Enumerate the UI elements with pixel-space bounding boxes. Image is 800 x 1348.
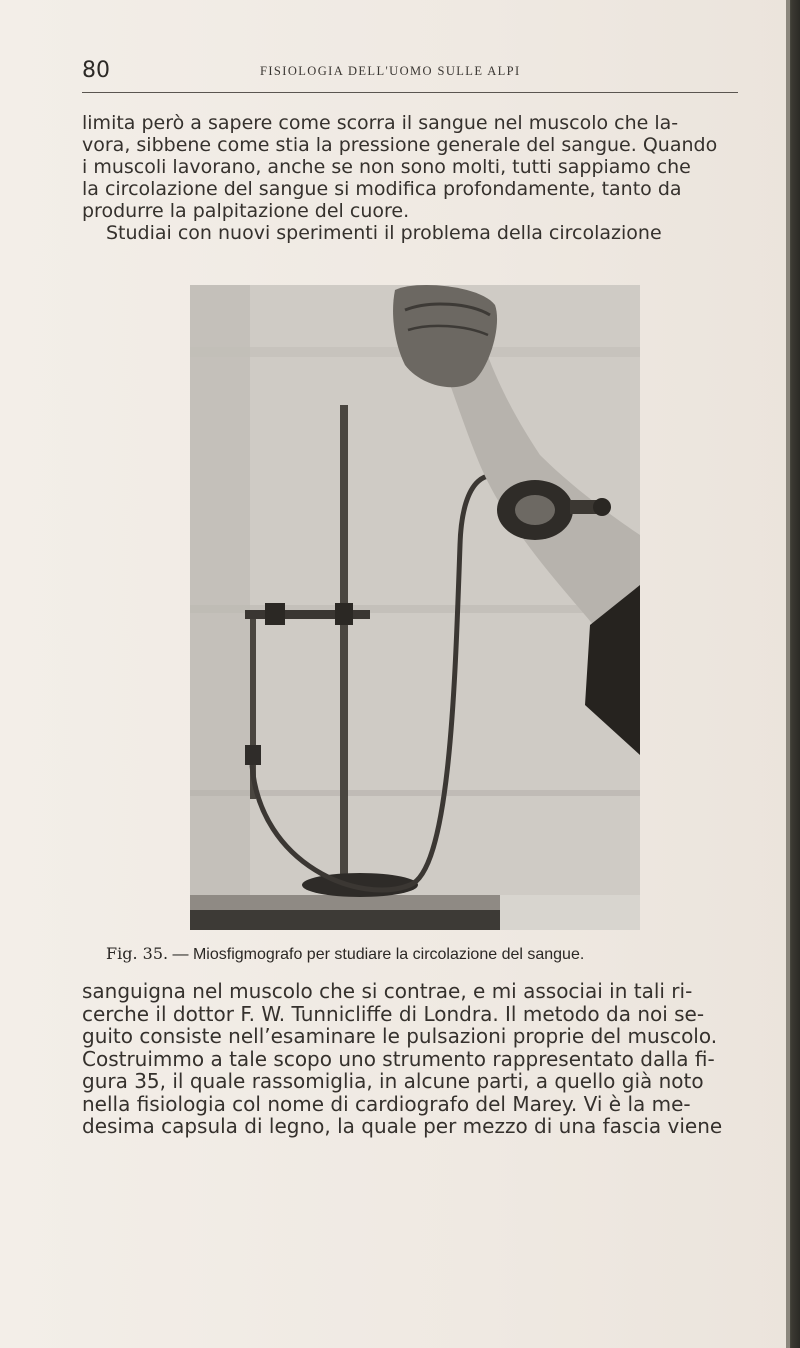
text-line: nella fisiologia col nome di cardiografo del Marey. Vi è la me- (82, 1091, 691, 1116)
text-line: Studiai con nuovi sperimenti il problema della circolazione (106, 222, 662, 244)
text-line: Costruimmo a tale scopo uno strumento rappresentato dalla fi- (82, 1046, 715, 1071)
text-line: limita però a sapere come scorra il sangue nel muscolo che la- (82, 112, 679, 134)
figure-caption-text: — Miosfigmografo per studiare la circolazione del sangue. (172, 946, 585, 963)
text-line: vora, sibbene come stia la pressione generale del sangue. Quando (82, 134, 718, 156)
page-header (82, 58, 742, 82)
header-rule (82, 92, 738, 93)
stand-rod (340, 405, 348, 885)
text-line: guito consiste nell’esaminare le pulsazioni proprie del muscolo. (82, 1024, 718, 1048)
page-number: 80 (82, 58, 110, 83)
text-line: la circolazione del sangue si modifica profondamente, tanto da (82, 178, 682, 200)
text-line: produrre la palpitazione del cuore. (82, 200, 410, 222)
page-edge-strip (786, 0, 800, 1348)
miosfigmografo-illustration (190, 285, 640, 930)
figure-caption (106, 944, 584, 964)
text-line: sanguigna nel muscolo che si contrae, e mi associai in tali ri- (82, 979, 693, 1003)
figure-label: Fig. 35. (106, 944, 169, 963)
stand-base (302, 873, 418, 897)
text-line: cerche il dottor F. W. Tunnicliffe di Londra. Il metodo da noi se- (82, 1001, 705, 1026)
text-line: i muscoli lavorano, anche se non sono molti, tutti sappiamo che (82, 156, 691, 178)
text-line: gura 35, il quale rassomiglia, in alcune parti, a quello già noto (82, 1069, 704, 1093)
paragraph-bottom (82, 980, 742, 1138)
running-head: FISIOLOGIA DELL'UOMO SULLE ALPI (260, 64, 521, 78)
text-line: desima capsula di legno, la quale per mezzo di una fascia viene (82, 1114, 723, 1138)
paragraph-top (82, 112, 742, 244)
figure-photograph (190, 285, 640, 930)
